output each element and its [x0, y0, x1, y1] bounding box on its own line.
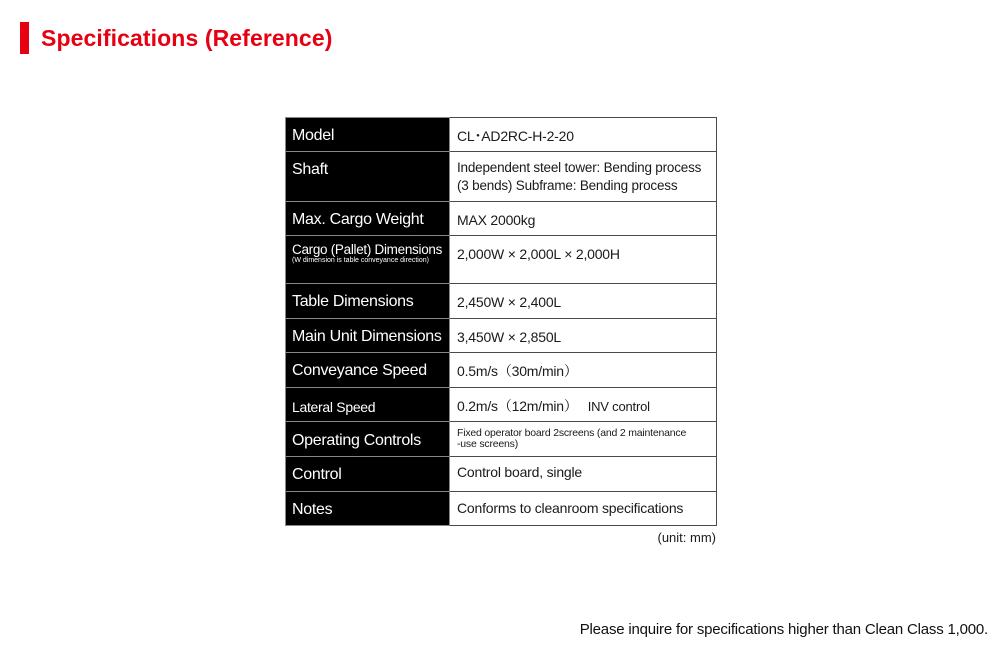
table-row — [286, 118, 717, 152]
lateral-speed-inv-control: INV control — [587, 399, 650, 414]
shaft-value-line2: (3 bends) Subframe: Bending process — [457, 178, 678, 193]
lateral-speed-label: Lateral Speed — [292, 399, 376, 415]
unit-note: (unit: mm) — [657, 530, 716, 545]
table-row — [286, 422, 717, 457]
spec-value-cell — [450, 353, 717, 388]
spec-label-cell — [286, 236, 450, 284]
conveyance-speed-value: 0.5m/s（30m/min） — [457, 363, 578, 379]
shaft-value-line1: Independent steel tower: Bending process — [457, 160, 702, 175]
spec-value-cell — [450, 388, 717, 422]
spec-value-cell — [450, 152, 717, 202]
spec-value-cell — [450, 422, 717, 457]
control-label: Control — [292, 466, 342, 483]
specifications-table — [285, 117, 717, 526]
table-row — [286, 202, 717, 236]
max-cargo-weight-label: Max. Cargo Weight — [292, 211, 424, 228]
cargo-dimensions-sublabel: (W dimension is table conveyance direction) — [292, 257, 429, 264]
operating-controls-value-line2: -use screens) — [457, 438, 519, 450]
operating-controls-value-line1: Fixed operator board 2screens (and 2 maintenance — [457, 427, 687, 439]
table-row — [286, 236, 717, 284]
spec-label-cell — [286, 388, 450, 422]
cargo-dimensions-value: 2,000W × 2,000L × 2,000H — [457, 246, 620, 262]
spec-label-cell — [286, 118, 450, 152]
notes-value: Conforms to cleanroom specifications — [457, 500, 684, 516]
spec-value-cell — [450, 457, 717, 492]
max-cargo-weight-value: MAX 2000kg — [457, 212, 536, 228]
main-unit-dimensions-label: Main Unit Dimensions — [292, 328, 442, 345]
lateral-speed-value-wrap — [450, 388, 716, 416]
model-value: CL･AD2RC-H-2-20 — [457, 128, 574, 144]
lateral-speed-value: 0.2m/s（12m/min） — [457, 398, 578, 414]
spec-value-cell — [450, 202, 717, 236]
table-row — [286, 152, 717, 202]
spec-value-cell — [450, 492, 717, 526]
conveyance-speed-label: Conveyance Speed — [292, 362, 427, 379]
spec-value-cell — [450, 118, 717, 152]
notes-label: Notes — [292, 501, 333, 518]
spec-label-cell — [286, 152, 450, 202]
spec-label-cell — [286, 284, 450, 319]
control-value: Control board, single — [457, 464, 582, 480]
table-row — [286, 388, 717, 422]
table-row — [286, 353, 717, 388]
table-row — [286, 492, 717, 526]
table-dimensions-value: 2,450W × 2,400L — [457, 294, 562, 310]
footer-note: Please inquire for specifications higher than Clean Class 1,000. — [579, 621, 988, 638]
spec-label-cell — [286, 422, 450, 457]
spec-value-cell — [450, 236, 717, 284]
page-title: Specifications (Reference) — [41, 24, 333, 51]
section-heading — [20, 22, 332, 54]
spec-label-cell — [286, 457, 450, 492]
table-row — [286, 319, 717, 353]
spec-label-cell — [286, 353, 450, 388]
shaft-label: Shaft — [292, 161, 328, 178]
table-row — [286, 284, 717, 319]
heading-accent-bar — [20, 22, 29, 54]
table-row — [286, 457, 717, 492]
spec-label-cell — [286, 492, 450, 526]
model-label: Model — [292, 127, 335, 144]
spec-label-cell — [286, 202, 450, 236]
cargo-dimensions-label: Cargo (Pallet) Dimensions — [292, 242, 443, 257]
spec-label-cell — [286, 319, 450, 353]
spec-value-cell — [450, 284, 717, 319]
operating-controls-label: Operating Controls — [292, 432, 421, 449]
spec-value-cell — [450, 319, 717, 353]
table-dimensions-label: Table Dimensions — [292, 293, 414, 310]
main-unit-dimensions-value: 3,450W × 2,850L — [457, 329, 562, 345]
